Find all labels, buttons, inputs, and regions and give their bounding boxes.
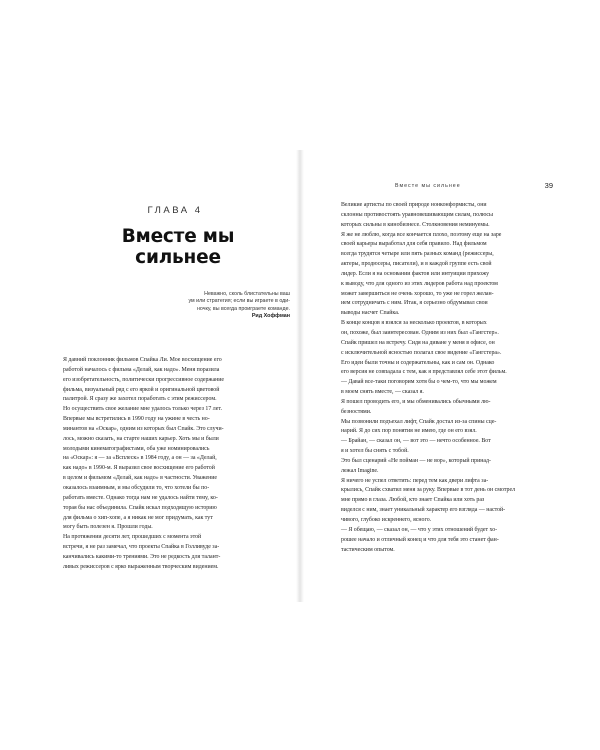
chapter-title: Вместе мы сильнее <box>121 226 235 268</box>
epigraph-text: Неважно, сколь блистательны ваш ум или стратегия; если вы играете в оди- ночку, вы всегда проиграете команде. <box>188 291 290 312</box>
paragraph: Впервые мы встретились в 1990 году на ужине в честь но- минантов на «Оскар», одним из которых был Спайк. Это случи- лось, можно сказать, на старте наших карьер. Хоть мы и были молодыми кинематографистами, оба уже номинировались на «Оскар»: я — за «Всплеск» в 1984 году, а он — за «Делай, как надо» в 1990-м. Я выразил свое восхищение его работой в целом и фильмом «Делай, как надо» в частности. Уважение оказалось взаимным, и мы обсудили то, что хотели бы по- работать вместе. Однако тогда нам не удалось найти тему, ко- торая бы нас объединила. Спайк искал подходящую историю для фильма о хип-хопе, а я никак не мог придумать, как тут могу быть полезен я. Прошли годы. <box>63 416 224 531</box>
paragraph: В конце концов я взялся за несколько проектов, в которых он, похоже, был заинтересован. Одним из них был «Гангстер». Спайк пришел на встречу. Сидя на диване у меня в офисе, он с исключительной ясностью полагал свое видение «Гангстера». Его идеи были точны и содержательны, как и сам он. Однако его версия не совпадала с тем, как я представлял себе этот фильм. — Давай все-таки поговорим хотя бы о чем-то, что мы можем в моем снять вместе, — сказал я. Я пошел проводить его, и мы обменивались обычными лю- безностями. <box>341 320 507 415</box>
paragraph: На протяжении десяти лет, прошедших с момента этой встречи, я не раз замечал, что проекты Спайка в Голливуде за- канчивались какими-то трениями. Это не редкость для талант- ливых режиссеров с ярко выраженным творческим видением. <box>63 534 221 570</box>
paragraph: Великие артисты по своей природе нонконформисты, они склонны противостоять уравновешивающим силам, полюсы которых сильны в кинобизнесе. Столкновения неминуемы. Я же не люблю, когда все кончается плохо, поэтому еще на заре своей карьеры выработал для себя правило. Над фильмом всегда трудятся четыре или пять разных команд (режиссеры, актеры, продюсеры, писатели), и в каждой группе есть свой лидер. Если я на основании фактов или интуиции прихожу к выводу, что для одного из этих лидеров работа над проектом может завершиться не очень хорошо, то уже не горел желан- ием сотрудничать с ним. Итак, я серьезно обдумывал свои выводы насчет Спайка. <box>341 202 502 317</box>
page-number: 39 <box>544 181 553 190</box>
paragraph: Я давний поклонник фильмов Спайка Ли. Мое восхищение его работой началось с фильма «Делай, как надо». Меня поразила его изобретательность, политически прогрессивное содержание фильма, визуальный ряд с его яркой и оригинальной цветовой палитрой. Я сразу же захотел поработать с этим режиссером. Но осуществить свое желание мне удалось только через 17 лет. <box>63 357 225 413</box>
paragraph: Я ничего не успел ответить: перед тем как двери лифта за- крылись, Спайк схватил меня за руку. Впервые в тот день он смотрел мне прямо в глаза. Любой, кто знает Спайка или хоть раз виделся с ним, знает уникальный характер его взгляда — настой- чивого, глубоко искреннего, ясного. — Я обещаю, — сказал он, — что у этих отношений будет хо- рошее начало и отличный конец и что для тебя это станет фан- тастическим опытом. <box>341 477 516 553</box>
right-body-text <box>341 201 556 555</box>
book-spine-shadow <box>296 150 304 602</box>
running-head: Вместе мы сильнее <box>395 183 461 189</box>
paragraph: Мы позвонили подъехал лифт, Спайк достал из-за спины сце- нарий. Я до сих пор понятия не имею, где он его взял. — Брайан, — сказал он, — вот это — нечто особенное. Вот я и хотел бы снять с тобой. Это был сценарий «Не пойман — не вор», который принад- лежал Imagine. <box>341 418 497 474</box>
epigraph-author: Рид Хоффман <box>251 313 290 319</box>
left-body-text <box>63 356 295 573</box>
chapter-label: ГЛАВА 4 <box>147 205 203 216</box>
